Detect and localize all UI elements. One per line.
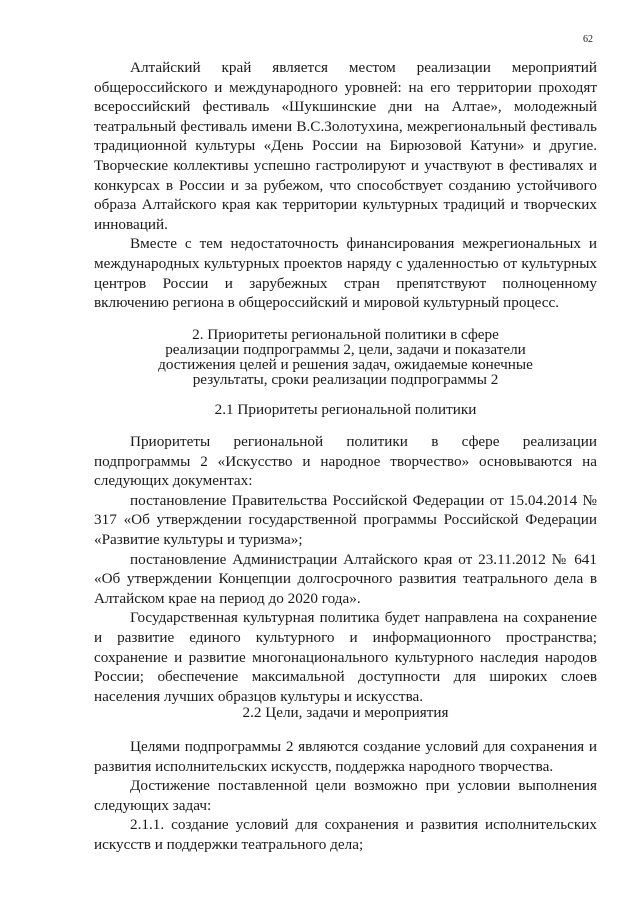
page-number: 62 xyxy=(583,34,593,45)
body-paragraph: 2.1.1. создание условий для сохранения и развития исполнительских искусств и поддержки театрального дела; xyxy=(94,816,597,853)
section-2-heading-line: реализации подпрограммы 2, цели, задачи и показатели xyxy=(165,341,526,358)
section-2-heading xyxy=(94,327,597,387)
body-paragraph: постановление Администрации Алтайского края от 23.11.2012 № 641 «Об утверждении Концепции долгосрочного развития театрального дела в Алтайском крае на период до 2020 года». xyxy=(94,550,597,607)
body-paragraph: Приоритеты региональной политики в сфере реализации подпрограммы 2 «Искусство и народное творчество» основываются на следующих документах: xyxy=(94,433,597,490)
body-paragraph: Целями подпрограммы 2 являются создание условий для сохранения и развития исполнительских искусств, поддержка народного творчества. xyxy=(94,738,597,775)
intro-paragraph: Алтайский край является местом реализации мероприятий общероссийского и международного уровней: на его территории проходят всероссийский фестиваль «Шукшинские дни на Алтае», молодежный театральный фестиваль имени В.С.Золотухина, межрегиональный фестиваль традиционной культуры «День России на Бирюзовой Катуни» и другие. Творческие коллективы успешно гастролируют и участвуют в фестивалях и конкурсах в России и за рубежом, что способствует созданию устойчивого образа Алтайского края как территории культурных традиций и творческих инноваций. xyxy=(94,59,597,233)
section-2-2-heading: 2.2 Цели, задачи и мероприятия xyxy=(242,704,449,721)
body-paragraph: Достижение поставленной цели возможно при условии выполнения следующих задач: xyxy=(94,777,597,814)
section-2-heading-line: 2. Приоритеты региональной политики в сфере xyxy=(192,326,499,343)
intro-paragraph: Вместе с тем недостаточность финансирования межрегиональных и международных культурных проектов наряду с удаленностью от культурных центров России и зарубежных стран препятствуют полноценному включению региона в общероссийский и мировой культурный процесс. xyxy=(94,235,597,312)
body-paragraph: Государственная культурная политика будет направлена на сохранение и развитие единого культурного и информационного пространства; сохранение и развитие многонационального культурного наследия народов России; обеспечение максимальной доступности для широких слоев населения лучших образцов культуры и искусства. xyxy=(94,609,597,705)
section-2-heading-line: результаты, сроки реализации подпрограммы 2 xyxy=(192,371,499,388)
section-2-1-heading: 2.1 Приоритеты региональной политики xyxy=(214,401,477,418)
body-paragraph: постановление Правительства Российской Федерации от 15.04.2014 № 317 «Об утверждении государственной программы Российской Федерации «Развитие культуры и туризма»; xyxy=(94,491,597,548)
intro-section xyxy=(94,58,597,313)
section-2-1-body xyxy=(94,432,597,706)
section-2-heading-line: достижения целей и решения задач, ожидаемые конечные xyxy=(158,356,533,373)
section-2-2-body xyxy=(94,737,597,855)
